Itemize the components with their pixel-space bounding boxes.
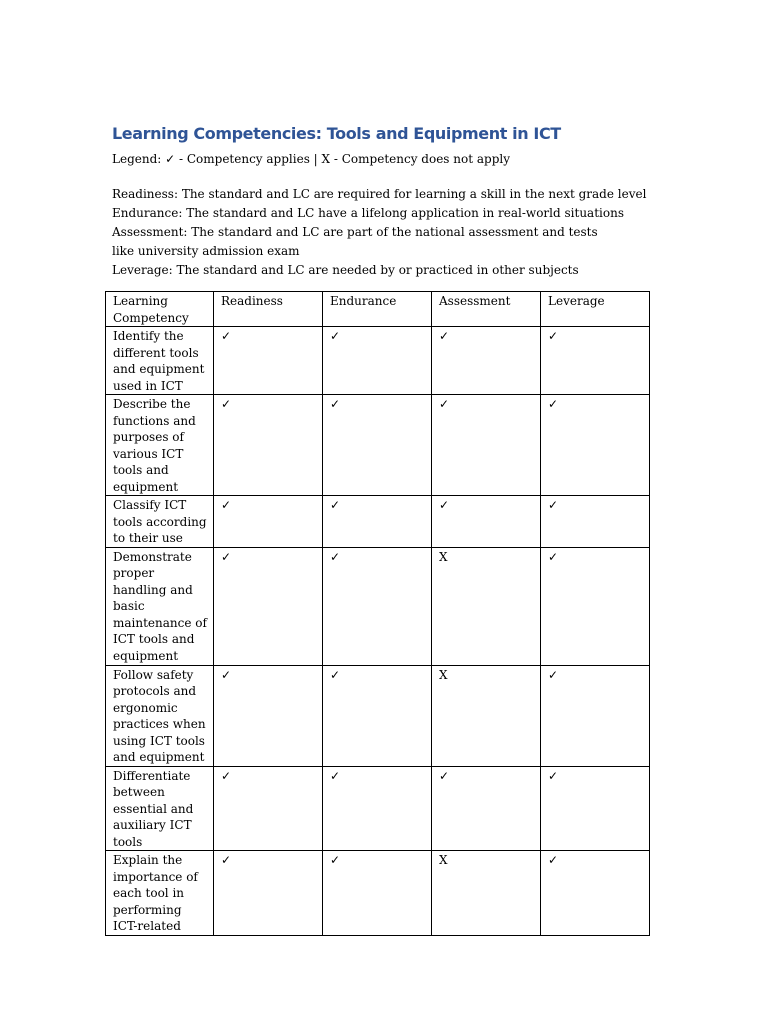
- table-row: [106, 766, 650, 851]
- definition-endurance: Endurance: The standard and LC have a lifelong application in real-world situations: [112, 206, 624, 220]
- header-readiness: Readiness: [214, 292, 323, 327]
- cell-endurance: ✓: [323, 395, 432, 496]
- cell-endurance: ✓: [323, 496, 432, 548]
- document-page: [112, 124, 652, 295]
- cell-competency: Follow safety protocols and ergonomic practices when using ICT tools and equipment: [106, 665, 214, 766]
- table-header-row: [106, 292, 650, 327]
- definition-leverage: Leverage: The standard and LC are needed by or practiced in other subjects: [112, 263, 579, 277]
- header-endurance: Endurance: [323, 292, 432, 327]
- cell-leverage: ✓: [541, 327, 650, 395]
- cell-readiness: ✓: [214, 665, 323, 766]
- cell-endurance: ✓: [323, 327, 432, 395]
- table-row: [106, 851, 650, 936]
- cell-assessment: ✓: [432, 766, 541, 851]
- table-row: [106, 547, 650, 665]
- cell-endurance: ✓: [323, 851, 432, 936]
- cell-leverage: ✓: [541, 851, 650, 936]
- competency-table: [105, 291, 650, 936]
- cell-leverage: ✓: [541, 395, 650, 496]
- cell-competency: Differentiate between essential and auxiliary ICT tools: [106, 766, 214, 851]
- document-title: Learning Competencies: Tools and Equipment in ICT: [112, 124, 561, 143]
- cell-competency: Identify the different tools and equipment used in ICT: [106, 327, 214, 395]
- cell-assessment: ✓: [432, 496, 541, 548]
- cell-leverage: ✓: [541, 496, 650, 548]
- table-row: [106, 395, 650, 496]
- cell-readiness: ✓: [214, 496, 323, 548]
- definition-readiness: Readiness: The standard and LC are required for learning a skill in the next grade level: [112, 187, 647, 201]
- cell-readiness: ✓: [214, 395, 323, 496]
- cell-readiness: ✓: [214, 327, 323, 395]
- cell-assessment: ✓: [432, 395, 541, 496]
- header-assessment: Assessment: [432, 292, 541, 327]
- cell-assessment: X: [432, 665, 541, 766]
- cell-leverage: ✓: [541, 665, 650, 766]
- cell-leverage: ✓: [541, 547, 650, 665]
- table-row: [106, 496, 650, 548]
- cell-assessment: X: [432, 851, 541, 936]
- table-row: [106, 665, 650, 766]
- cell-readiness: ✓: [214, 547, 323, 665]
- cell-assessment: ✓: [432, 327, 541, 395]
- cell-readiness: ✓: [214, 766, 323, 851]
- header-learning-competency: Learning Competency: [106, 292, 214, 327]
- cell-competency: Classify ICT tools according to their use: [106, 496, 214, 548]
- definition-assessment: Assessment: The standard and LC are part of the national assessment and tests like university admission exam: [112, 225, 598, 258]
- header-leverage: Leverage: [541, 292, 650, 327]
- cell-endurance: ✓: [323, 547, 432, 665]
- cell-leverage: ✓: [541, 766, 650, 851]
- definitions-block: [112, 185, 652, 280]
- cell-endurance: ✓: [323, 665, 432, 766]
- cell-assessment: X: [432, 547, 541, 665]
- table-row: [106, 327, 650, 395]
- cell-competency: Demonstrate proper handling and basic maintenance of ICT tools and equipment: [106, 547, 214, 665]
- cell-readiness: ✓: [214, 851, 323, 936]
- cell-endurance: ✓: [323, 766, 432, 851]
- cell-competency: Explain the importance of each tool in performing ICT-related: [106, 851, 214, 936]
- legend-text: Legend: ✓ - Competency applies | X - Competency does not apply: [112, 152, 510, 166]
- cell-competency: Describe the functions and purposes of various ICT tools and equipment: [106, 395, 214, 496]
